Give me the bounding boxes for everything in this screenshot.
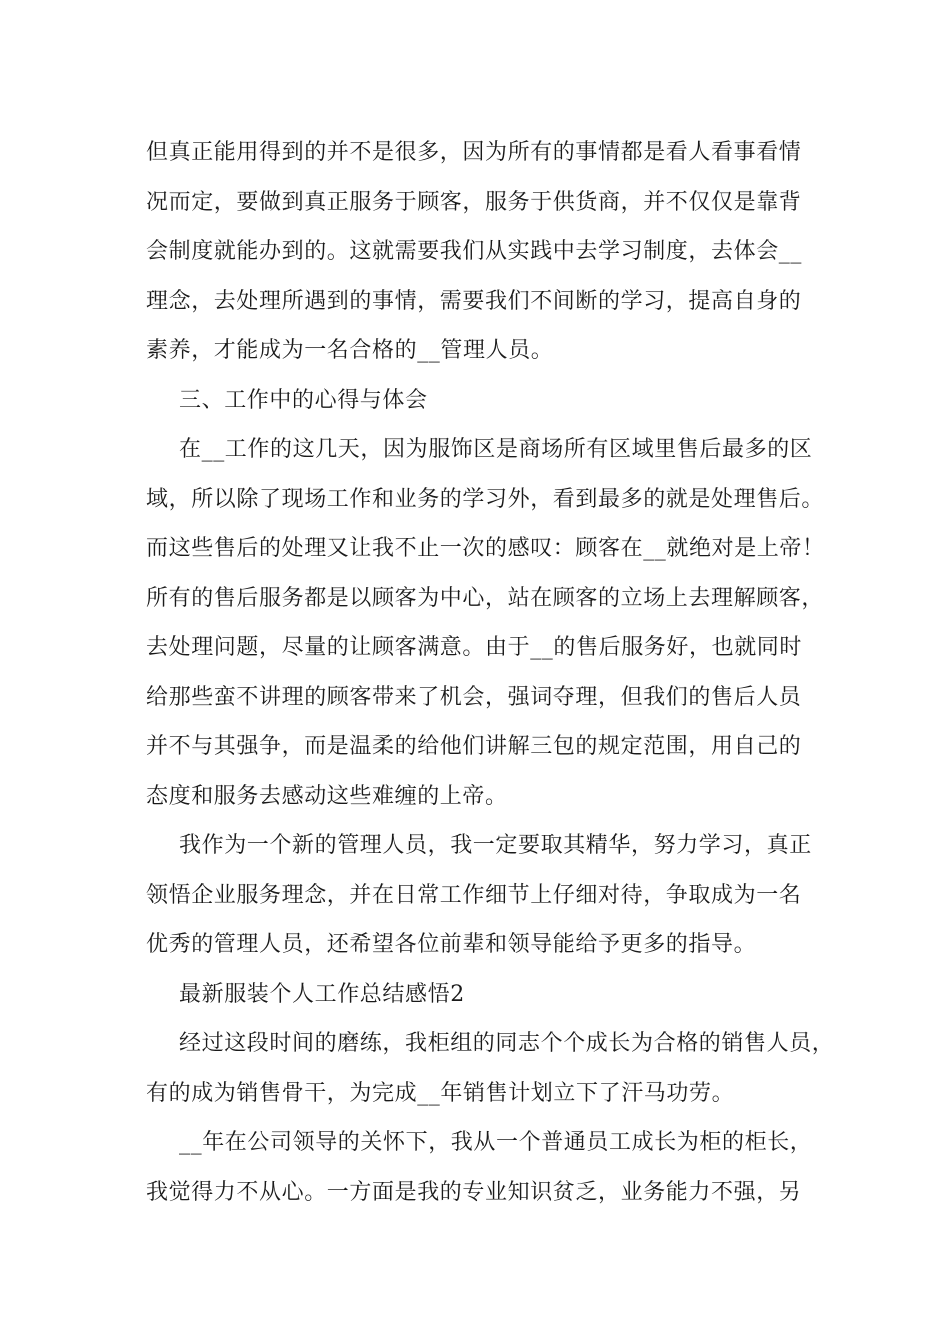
text-line: __年在公司领导的关怀下，我从一个普通员工成长为柜的柜长， [179,1130,813,1155]
section-heading: 三、工作中的心得与体会 [179,387,428,413]
text-line: 并不与其强争，而是温柔的给他们讲解三包的规定范围，用自己的 [146,734,802,759]
text-line: 给那些蛮不讲理的顾客带来了机会，强词夺理，但我们的售后人员 [146,684,802,710]
text-line: 但真正能用得到的并不是很多，因为所有的事情都是看人看事看情 [146,140,802,165]
text-line: 所有的售后服务都是以顾客为中心，站在顾客的立场上去理解顾客， [146,585,825,611]
text-line: 我觉得力不从心。一方面是我的专业知识贫乏，业务能力不强，另 [146,1179,802,1205]
text-line: 领悟企业服务理念，并在日常工作细节上仔细对待，争取成为一名 [146,882,802,908]
text-line: 素养，才能成为一名合格的__管理人员。 [146,338,554,363]
text-line: 去处理问题，尽量的让顾客满意。由于__的售后服务好，也就同时 [146,635,803,660]
text-line: 在__工作的这几天，因为服饰区是商场所有区域里售后最多的区 [179,437,813,462]
text-line: 况而定，要做到真正服务于顾客，服务于供货商，并不仅仅是靠背 [146,189,802,215]
text-line: 优秀的管理人员，还希望各位前辈和领导能给予更多的指导。 [146,932,757,957]
document-body [146,128,835,1217]
text-line: 有的成为销售骨干，为完成__年销售计划立下了汗马功劳。 [146,1080,735,1106]
text-line: 理念，去处理所遇到的事情，需要我们不间断的学习，提高自身的 [146,288,802,314]
text-line: 会制度就能办到的。这就需要我们从实践中去学习制度，去体会__ [146,239,803,264]
text-line: 域，所以除了现场工作和业务的学习外，看到最多的就是处理售后。 [146,486,825,512]
text-line: 态度和服务去感动这些难缠的上帝。 [146,783,508,809]
text-line: 我作为一个新的管理人员，我一定要取其精华，努力学习，真正 [179,833,812,858]
text-line: 经过这段时间的磨练，我柜组的同志个个成长为合格的销售人员， [179,1031,835,1056]
text-line: 而这些售后的处理又让我不止一次的感叹：顾客在__就绝对是上帝！ [146,536,825,561]
section-heading: 最新服装个人工作总结感悟2 [179,981,465,1007]
